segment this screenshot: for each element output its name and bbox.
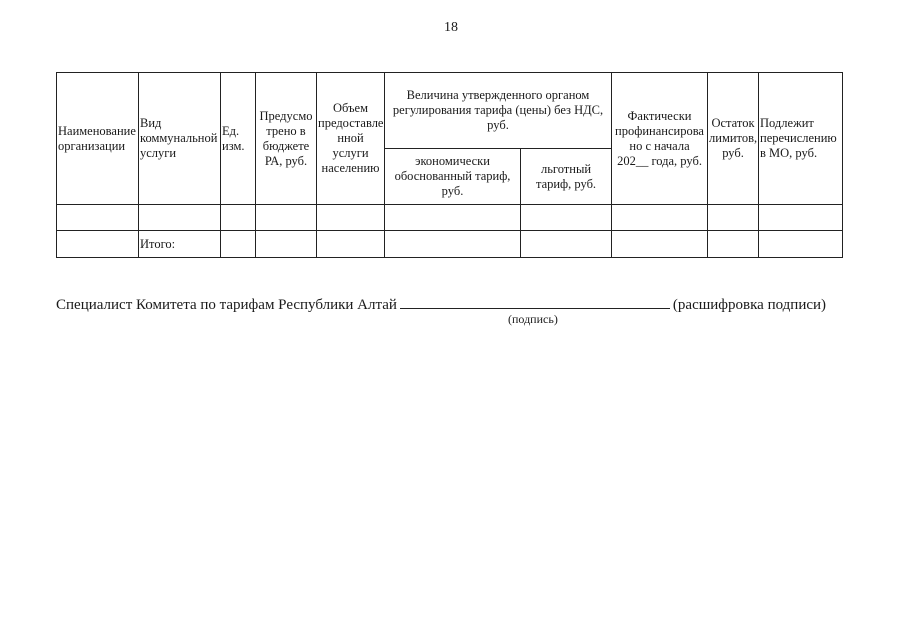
table-cell — [256, 231, 317, 258]
header-unit: Ед. изм. — [221, 73, 256, 205]
header-org-name: Наименование организации — [57, 73, 139, 205]
header-tariff-econ: экономически обоснованный тариф, руб. — [385, 149, 521, 205]
header-tariff-pref: льготный тариф, руб. — [521, 149, 612, 205]
table-cell — [221, 231, 256, 258]
header-tariff-group: Величина утвержденного органом регулирования тарифа (цены) без НДС, руб. — [385, 73, 612, 149]
table-cell — [317, 205, 385, 231]
table-cell — [759, 231, 843, 258]
header-actual-funded: Фактически профинансирова но с начала 202__ года, руб. — [612, 73, 708, 205]
signature-role: Специалист Комитета по тарифам Республики Алтай — [56, 297, 397, 313]
table-cell — [521, 205, 612, 231]
table-cell — [57, 231, 139, 258]
signature-line — [56, 294, 856, 314]
header-row-1 — [57, 73, 843, 149]
signature-decoding: (расшифровка подписи) — [672, 297, 827, 313]
header-service-type: Вид коммунальной услуги — [139, 73, 221, 205]
table-cell — [708, 231, 759, 258]
total-row — [57, 231, 843, 258]
signature-caption: (подпись) — [508, 312, 558, 326]
table-cell — [521, 231, 612, 258]
table-cell — [221, 205, 256, 231]
table-cell — [612, 205, 708, 231]
header-volume: Объем предоставле нной услуги населению — [317, 73, 385, 205]
table-cell — [139, 205, 221, 231]
table-cell — [385, 205, 521, 231]
total-label: Итого: — [139, 231, 221, 258]
table-cell — [708, 205, 759, 231]
table-cell — [57, 205, 139, 231]
page-number: 18 — [444, 20, 458, 35]
table-cell — [317, 231, 385, 258]
table-cell — [256, 205, 317, 231]
table-row — [57, 205, 843, 231]
table-cell — [612, 231, 708, 258]
report-table — [56, 72, 843, 258]
header-budget: Предусмо трено в бюджете РА, руб. — [256, 73, 317, 205]
signature-blank[interactable] — [400, 294, 670, 309]
header-remaining: Остаток лимитов, руб. — [708, 73, 759, 205]
table-cell — [385, 231, 521, 258]
table-cell — [759, 205, 843, 231]
header-to-transfer: Подлежит перечислению в МО, руб. — [759, 73, 843, 205]
